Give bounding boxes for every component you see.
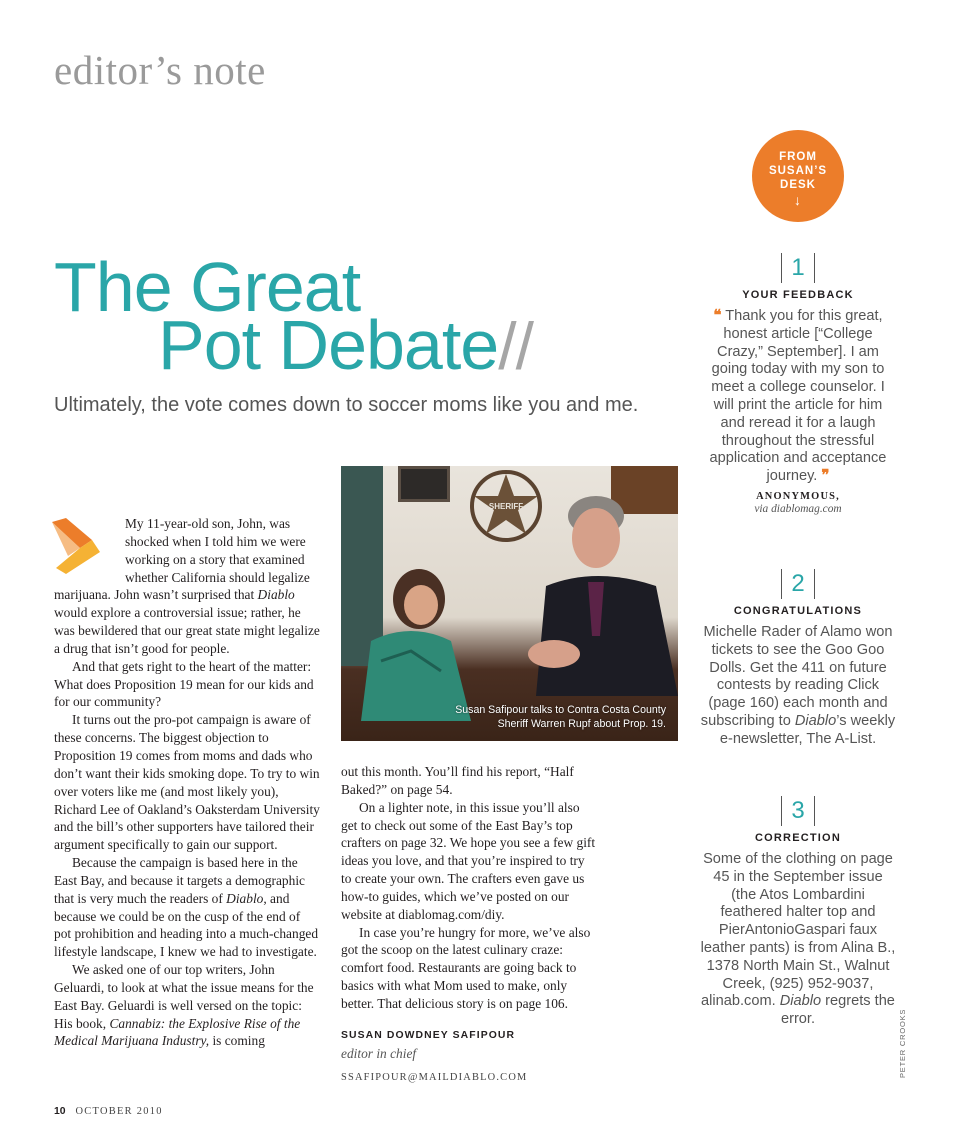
sidebar-text: ❝ Thank you for this great, honest article [“College Crazy,” September]. I am going today with my son to meet a college counselor. I will print the article for him and reread it for a laugh throughout the stressful application and acceptance journey. ❞ xyxy=(709,308,887,485)
article-paragraph: We asked one of our top writers, John Geluardi, to look at what the issue means for the East Bay. Geluardi is well versed on the topic: His book, Cannabiz: the Explosive Rise of the Medical Marijuana Industry, is coming xyxy=(54,962,314,1049)
sidebar-label: YOUR FEEDBACK xyxy=(742,289,854,301)
page-folio xyxy=(54,1106,163,1117)
article-paragraph: Because the campaign is based here in the East Bay, and because it targets a demographic that is very much the readers of Diablo, and because we could be on the cusp of the end of pot prohibition and heading into a much-changed lifestyle landscape, I knew we had to investigate. xyxy=(54,855,319,960)
signature-email: SSAFIPOUR@MAILDIABLO.COM xyxy=(341,1072,528,1083)
article-paragraph: marijuana. John wasn’t surprised that Diablo would explore a controversial issue; rather, he was bewildered that our great state might legalize a drug that isn’t good for people. xyxy=(54,587,320,656)
badge-text: FROM SUSAN’S DESK xyxy=(768,151,828,191)
article-paragraph: And that gets right to the heart of the matter: What does Proposition 19 mean for our kids and for our community? xyxy=(54,658,314,710)
headline xyxy=(54,248,533,384)
sidebar-item-feedback xyxy=(700,253,896,515)
signature-name: SUSAN DOWDNEY SAFIPOUR xyxy=(341,1030,516,1041)
signature-title: editor in chief xyxy=(341,1046,417,1061)
photo-caption-line-2: Sheriff Warren Rupf about Prop. 19. xyxy=(497,718,666,730)
photo-caption xyxy=(455,703,666,731)
sidebar-label: CORRECTION xyxy=(755,832,841,844)
editor-signature xyxy=(341,1030,601,1083)
photo-credit: PETER CROOKS xyxy=(898,1008,907,1078)
photo-caption-line-1: Susan Safipour talks to Contra Costa County xyxy=(455,704,666,716)
sheriff-badge-text: SHERIFF xyxy=(488,502,524,511)
article-column-1 xyxy=(54,515,320,1050)
sidebar-text: Michelle Rader of Alamo won tickets to see the Goo Goo Dolls. Get the 411 on future contests by reading Click (page 160) each month and subscribing to Diablo’s weekly e-newsletter, The A-List. xyxy=(700,624,896,747)
sidebar-number: 3 xyxy=(781,796,814,826)
sidebar-item-correction xyxy=(700,796,896,1029)
headline-line-2-text: Pot Debate xyxy=(158,306,499,384)
section-header: editor’s note xyxy=(54,47,266,93)
article-column-2 xyxy=(341,763,597,1013)
article-paragraph: In case you’re hungry for more, we’ve also got the scoop on the latest culinary craze: comfort food. Restaurants are going back to basics with what Mom used to make, only better. That delicious story is on page 106. xyxy=(341,924,591,1011)
article-paragraph: out this month. You’ll find his report, “Half Baked?” on page 54. xyxy=(341,764,574,797)
article-paragraph: It turns out the pro-pot campaign is aware of these concerns. The biggest objection to Proposition 19 comes from moms and dads who don’t want their kids smoking dope. To try to win over voters like me (and most likely you), Richard Lee of Oakland’s Oaksterdam University and the bill’s other supporters have tailored their argument specifically to gain our support. xyxy=(54,712,320,853)
sidebar-text: Some of the clothing on page 45 in the September issue (the Atos Lombardini feathered halter top and PierAntonioGaspari faux leather pants) is from Alina B., 1378 North Main St., Walnut Creek, (925) 952-9037, alinab.com. Diablo regrets the error. xyxy=(700,851,896,1028)
photo-woman-figure xyxy=(341,561,481,721)
close-quote-icon: ❞ xyxy=(821,468,830,485)
headline-slashes: // xyxy=(498,309,533,383)
sidebar-number: 2 xyxy=(781,569,814,599)
photo-editor-and-sheriff xyxy=(341,466,678,741)
article-paragraph: My 11-year-old son, John, was shocked when I told him we were working on a story that examined whether California should legalize xyxy=(125,516,310,585)
issue-date: OCTOBER 2010 xyxy=(75,1106,163,1117)
open-quote-icon: ❝ xyxy=(713,308,722,324)
sidebar-attribution: ANONYMOUS, xyxy=(756,490,840,502)
sidebar-attribution-source: via diablomag.com xyxy=(754,502,842,515)
article-paragraph: On a lighter note, in this issue you’ll also get to check out some of the East Bay’s top crafters on page 32. We hope you see a few gift ideas you love, and that you’re inspired to try to create your own. The crafters even gave us how-to guides, which we’ve posted on our website at diablomag.com/diy. xyxy=(341,799,596,922)
from-susans-desk-badge xyxy=(752,130,844,222)
photo-man-figure xyxy=(526,486,678,696)
headline-line-1: The Great xyxy=(54,248,361,326)
photo-wall-frame xyxy=(398,466,450,502)
sidebar-number: 1 xyxy=(781,253,814,283)
arrow-down-icon: ↓ xyxy=(794,192,802,208)
sidebar-item-congratulations xyxy=(700,569,896,749)
deck-subtitle: Ultimately, the vote comes down to soccer moms like you and me. xyxy=(54,394,639,416)
page-number: 10 xyxy=(54,1106,66,1117)
sidebar-label: CONGRATULATIONS xyxy=(733,605,863,617)
